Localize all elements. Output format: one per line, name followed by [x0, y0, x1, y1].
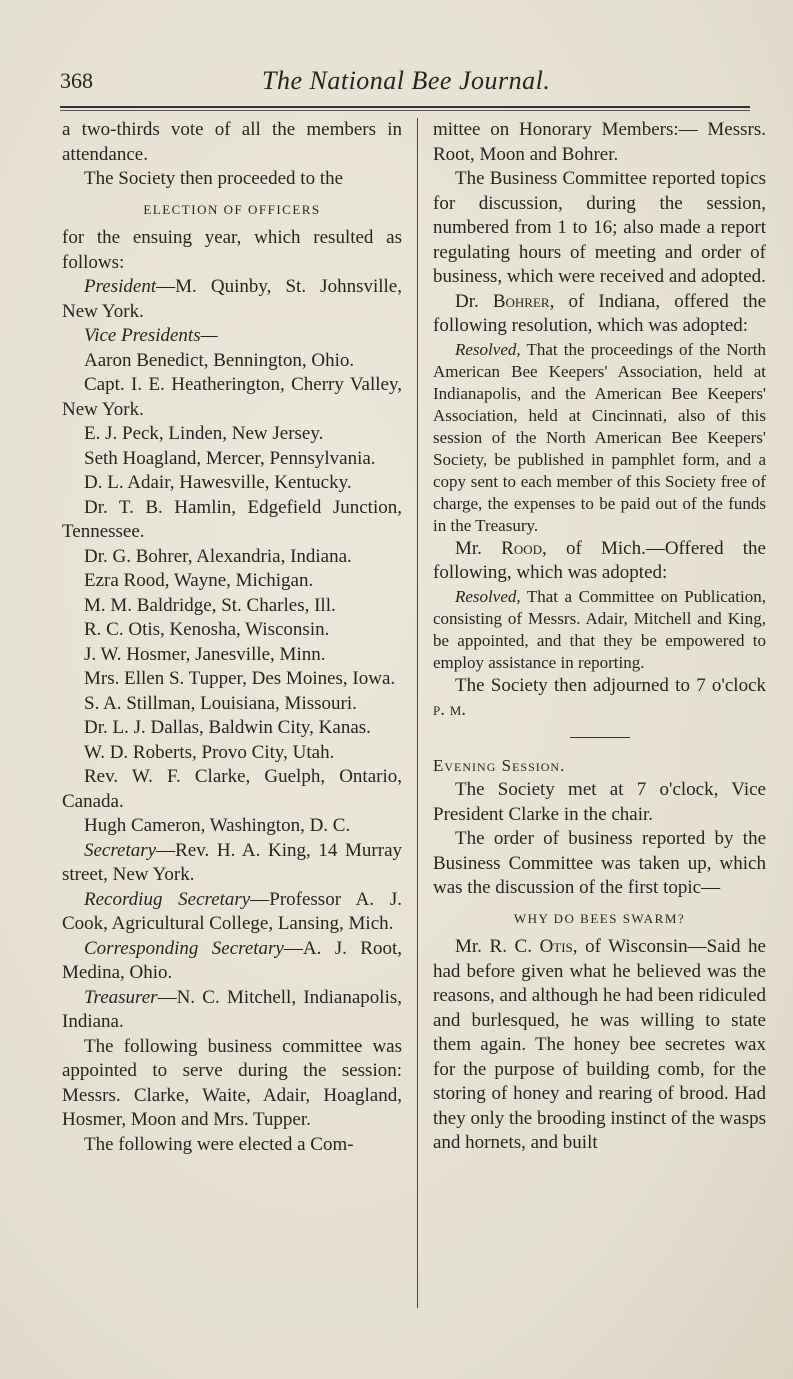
office-label: Secretary — [84, 839, 157, 861]
text-run: , of Mich.—Offered the following, which was adopted: — [433, 537, 766, 583]
paragraph: The Society then proceeded to the — [84, 168, 344, 189]
vice-president-entry: Dr. T. B. Hamlin, Edgefield Junction, Tennessee. — [62, 496, 402, 542]
paragraph — [433, 674, 766, 723]
vice-president-entry: S. A. Stillman, Louisiana, Missouri. — [84, 692, 357, 714]
officer-text: —Professor A. J. Cook, Agricultural College, Lansing, Mich. — [62, 888, 402, 934]
vice-president-entry: Ezra Rood, Wayne, Michigan. — [84, 570, 314, 591]
paragraph — [433, 290, 766, 339]
text-run: , of Indiana, offered the following resolution, which was adopted: — [433, 290, 767, 336]
officer-text: —A. J. Root, Medina, Ohio. — [62, 937, 402, 983]
vice-president-entry: Seth Hoagland, Mercer, Pennsylvania. — [84, 447, 376, 469]
vice-president-entry: M. M. Baldridge, St. Charles, Ill. — [84, 594, 336, 616]
resolution-text: That the proceedings of the North American Bee Keepers' Association, held at Indianapolis, and the American Bee Keepers' Association, held at Cincinnati, also of this session of the North American Bee Keepers' Society, be published in pamphlet form, and a copy sent to each member of this Society free of charge, the expenses to be paid out of the funds in the Treasury. — [433, 339, 766, 535]
office-label: Treasurer — [84, 986, 158, 1008]
text-run: , of Wisconsin—Said he had before given what he believed was the reasons, and although he had been ridiculed and burlesqued, he was willing to state them again. The honey bee secretes wax for the purpose of building comb, for the storing of honey and rearing of brood. Had they only the brooding instinct of the wasps and hornets, and built — [433, 936, 766, 1153]
page-number: 368 — [60, 68, 93, 93]
vice-president-entry: Capt. I. E. Heatherington, Cherry Valley, New York. — [62, 374, 402, 420]
text-run: Dr. — [455, 290, 493, 312]
right-column — [433, 118, 766, 1156]
vice-president-entry: Dr. L. J. Dallas, Baldwin City, Kanas. — [84, 717, 371, 738]
paragraph: The following business committee was appointed to serve during the session: Messrs. Clarke, Waite, Adair, Hoagland, Hosmer, Moon and Mrs. Tupper. — [62, 1035, 402, 1130]
office-label: President — [84, 276, 157, 297]
resolution — [433, 586, 766, 674]
session-heading: Evening Session. — [433, 755, 566, 775]
vice-president-entry: Rev. W. F. Clarke, Guelph, Ontario, Canada. — [62, 766, 402, 812]
vice-president-entry: Aaron Benedict, Bennington, Ohio. — [84, 349, 355, 371]
office-label: Corresponding Secretary — [84, 937, 284, 959]
speaker-name: Otis — [539, 936, 573, 957]
paragraph: The Society met at 7 o'clock, Vice President Clarke in the chair. — [433, 779, 766, 825]
header-rule — [60, 106, 750, 108]
vice-president-entry: Hugh Cameron, Washington, D. C. — [84, 815, 351, 836]
text-run: Mr. — [455, 537, 502, 559]
officer-recording-secretary — [62, 888, 402, 937]
officer-treasurer — [62, 986, 402, 1035]
officer-text: —N. C. Mitchell, Indianapolis, Indiana. — [62, 986, 402, 1032]
section-separator — [570, 737, 630, 738]
paragraph: The Business Committee reported topics for discussion, during the session, numbered from 1 to 16; also made a report regulating hours of meeting and order of business, which were received and adopted. — [433, 168, 766, 287]
paragraph: for the ensuing year, which resulted as follows: — [62, 227, 402, 273]
vice-president-entry: R. C. Otis, Kenosha, Wisconsin. — [84, 619, 330, 640]
paragraph: The following were elected a Com- — [84, 1133, 354, 1155]
text-run: The Society then adjourned to 7 o'clock — [455, 674, 766, 696]
vice-president-entry: Dr. G. Bohrer, Alexandria, Indiana. — [84, 545, 352, 567]
time-abbrev: p. m. — [433, 699, 467, 720]
resolved-label: Resolved, — [455, 339, 521, 359]
text-run: Mr. R. C. — [455, 936, 540, 957]
paragraph — [433, 935, 766, 1156]
column-divider — [417, 118, 418, 1308]
vice-president-entry: W. D. Roberts, Provo City, Utah. — [84, 741, 335, 763]
header-rule-thin — [60, 110, 750, 111]
section-heading: WHY DO BEES SWARM? — [513, 910, 686, 926]
paragraph — [433, 537, 766, 586]
speaker-name: Bohrer — [492, 290, 550, 312]
office-label: Vice Presidents— — [84, 325, 218, 346]
paragraph: The order of business reported by the Business Committee was taken up, which was the discussion of the first topic— — [433, 828, 766, 898]
resolved-label: Resolved, — [455, 586, 521, 606]
paragraph: a two-thirds vote of all the members in attendance. — [62, 119, 402, 165]
vice-president-entry: E. J. Peck, Linden, New Jersey. — [84, 423, 324, 444]
officer-corresponding-secretary — [62, 937, 402, 986]
speaker-name: Rood — [501, 537, 542, 559]
left-column — [62, 118, 402, 1157]
resolution-text: That a Committee on Publication, consisting of Messrs. Adair, Mitchell and King, be appointed, and that they be empowered to employ assistance in reporting. — [433, 586, 766, 672]
vice-president-entry: J. W. Hosmer, Janesville, Minn. — [84, 643, 326, 665]
vice-president-entry: Mrs. Ellen S. Tupper, Des Moines, Iowa. — [84, 668, 396, 689]
vice-president-list — [62, 349, 402, 839]
resolution — [433, 339, 766, 537]
running-title: The National Bee Journal. — [262, 66, 551, 95]
vice-president-entry: D. L. Adair, Hawesville, Kentucky. — [84, 472, 352, 493]
section-heading: ELECTION OF OFFICERS — [143, 201, 321, 217]
paragraph: mittee on Honorary Members:— Messrs. Root, Moon and Bohrer. — [433, 119, 766, 165]
officer-text: —Rev. H. A. King, 14 Murray street, New York. — [62, 839, 402, 885]
officer-text: —M. Quinby, St. Johnsville, New York. — [62, 276, 402, 322]
officer-secretary — [62, 839, 402, 888]
office-label: Recordiug Secretary — [84, 888, 251, 910]
page-header — [0, 60, 793, 100]
officer-president — [62, 275, 402, 324]
